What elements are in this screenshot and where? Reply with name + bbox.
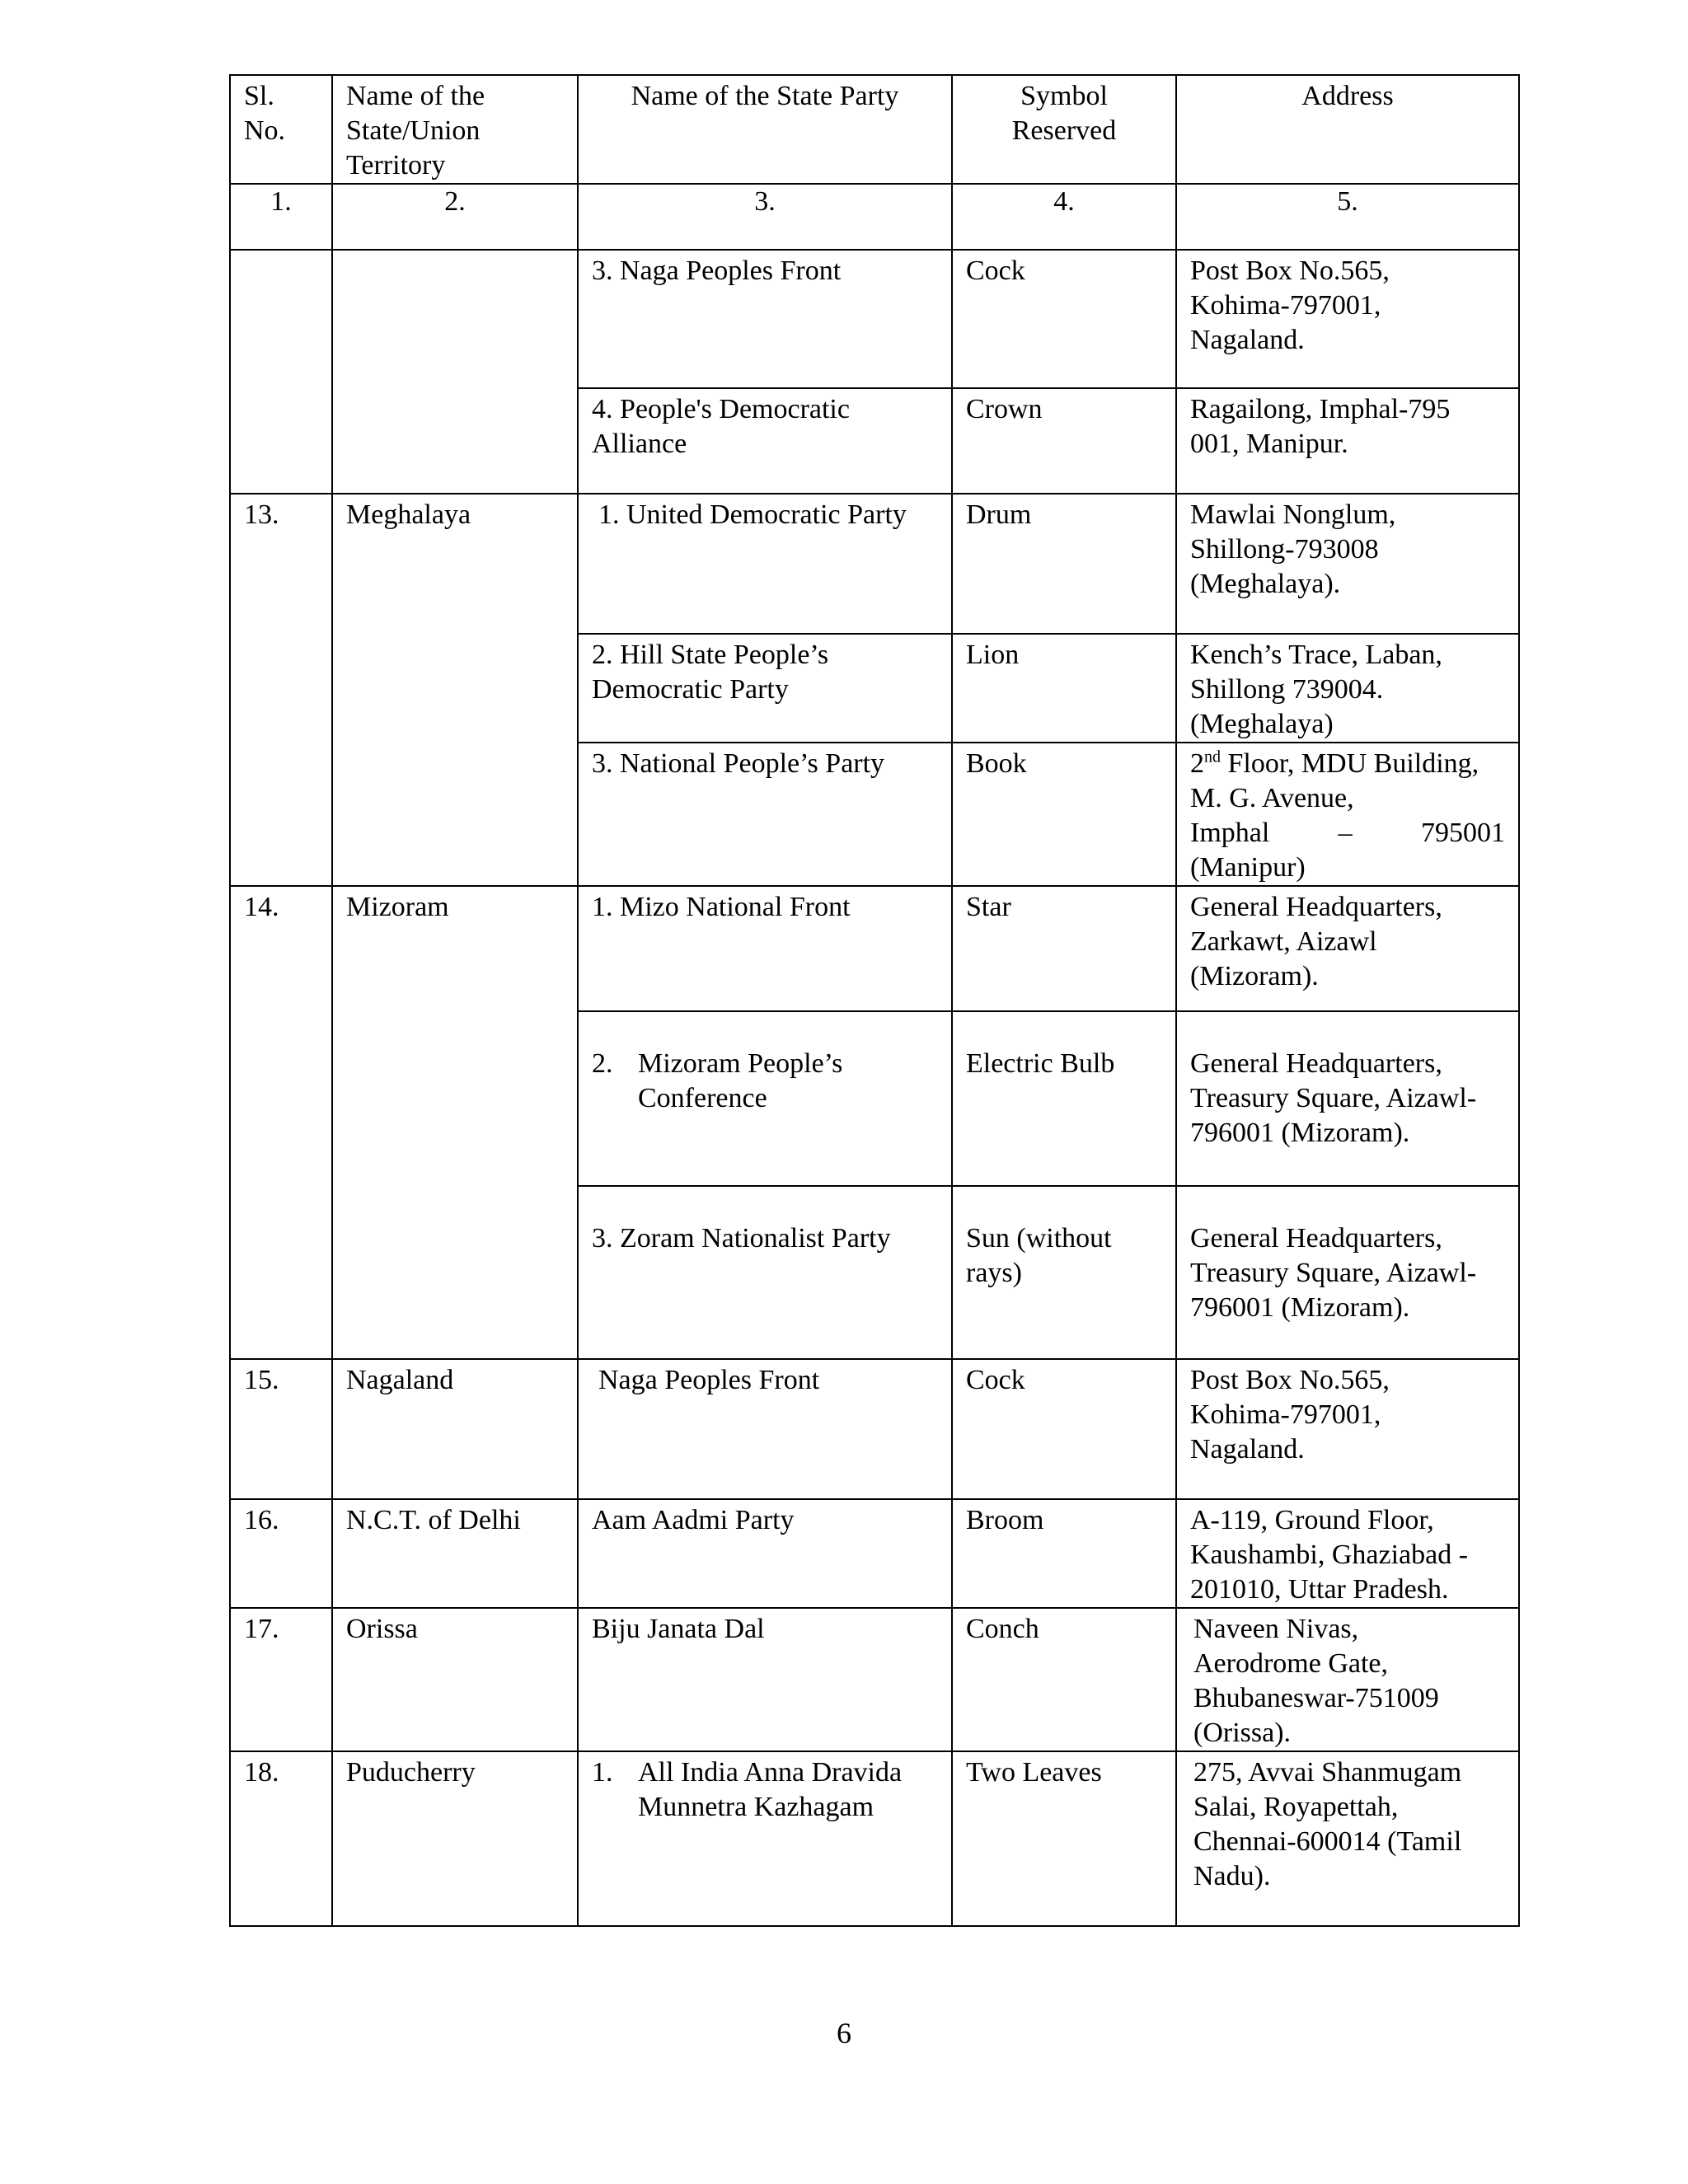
state-cell: [332, 250, 578, 494]
state-cell: Orissa: [332, 1608, 578, 1751]
col-num-3: 3.: [578, 184, 952, 250]
symbol-cell: Book: [952, 743, 1176, 886]
header-sl-no: Sl. No.: [230, 75, 332, 184]
sl-cell: 14.: [230, 886, 332, 1359]
table-row: [230, 1608, 1519, 1751]
col-num-5: 5.: [1176, 184, 1519, 250]
address-cell: Post Box No.565, Kohima-797001, Nagaland.: [1176, 250, 1519, 388]
address-cell: Kench’s Trace, Laban, Shillong 739004. (Meghalaya): [1176, 634, 1519, 743]
address-cell: General Headquarters, Treasury Square, Aizawl- 796001 (Mizoram).: [1176, 1011, 1519, 1186]
address-cell: Naveen Nivas, Aerodrome Gate, Bhubaneswar-751009 (Orissa).: [1176, 1608, 1519, 1751]
header-state: Name of the State/Union Territory: [332, 75, 578, 184]
party-cell: 4. People's Democratic Alliance: [578, 388, 952, 494]
col-num-2: 2.: [332, 184, 578, 250]
symbol-cell: Broom: [952, 1499, 1176, 1608]
header-party: Name of the State Party: [578, 75, 952, 184]
address-cell: A-119, Ground Floor, Kaushambi, Ghaziabad - 201010, Uttar Pradesh.: [1176, 1499, 1519, 1608]
column-number-row: [230, 184, 1519, 250]
symbol-cell: Crown: [952, 388, 1176, 494]
table-row: [230, 494, 1519, 634]
state-parties-table: [229, 74, 1520, 1927]
sl-cell: 18.: [230, 1751, 332, 1926]
header-address: Address: [1176, 75, 1519, 184]
party-cell: 1. United Democratic Party: [578, 494, 952, 634]
table-row: [230, 1751, 1519, 1926]
address-cell: Mawlai Nonglum, Shillong-793008 (Meghalaya).: [1176, 494, 1519, 634]
party-cell: 2. Mizoram People’s Conference: [578, 1011, 952, 1186]
sl-cell: 16.: [230, 1499, 332, 1608]
address-cell: Post Box No.565, Kohima-797001, Nagaland.: [1176, 1359, 1519, 1499]
symbol-cell: Cock: [952, 250, 1176, 388]
sl-cell: 13.: [230, 494, 332, 886]
state-cell: Mizoram: [332, 886, 578, 1359]
party-cell: Aam Aadmi Party: [578, 1499, 952, 1608]
table-row: [230, 886, 1519, 1011]
symbol-cell: Lion: [952, 634, 1176, 743]
symbol-cell: Drum: [952, 494, 1176, 634]
address-cell: 275, Avvai Shanmugam Salai, Royapettah, Chennai-600014 (Tamil Nadu).: [1176, 1751, 1519, 1926]
symbol-cell: Sun (without rays): [952, 1186, 1176, 1359]
page-number: 6: [837, 2017, 851, 2050]
table-row: [230, 1499, 1519, 1608]
symbol-cell: Two Leaves: [952, 1751, 1176, 1926]
party-cell: 3. Zoram Nationalist Party: [578, 1186, 952, 1359]
party-cell: 2. Hill State People’s Democratic Party: [578, 634, 952, 743]
address-cell: 2nd Floor, MDU Building, M. G. Avenue, Imphal – 795001 (Manipur): [1176, 743, 1519, 886]
col-num-1: 1.: [230, 184, 332, 250]
address-cell: General Headquarters, Zarkawt, Aizawl (Mizoram).: [1176, 886, 1519, 1011]
state-cell: Nagaland: [332, 1359, 578, 1499]
header-symbol: Symbol Reserved: [952, 75, 1176, 184]
party-cell: Naga Peoples Front: [578, 1359, 952, 1499]
col-num-4: 4.: [952, 184, 1176, 250]
sl-cell: 17.: [230, 1608, 332, 1751]
party-cell: 3. National People’s Party: [578, 743, 952, 886]
table-row: [230, 1359, 1519, 1499]
state-cell: Meghalaya: [332, 494, 578, 886]
state-cell: N.C.T. of Delhi: [332, 1499, 578, 1608]
table-row: [230, 250, 1519, 388]
sl-cell: [230, 250, 332, 494]
address-cell: Ragailong, Imphal-795 001, Manipur.: [1176, 388, 1519, 494]
party-cell: Biju Janata Dal: [578, 1608, 952, 1751]
symbol-cell: Star: [952, 886, 1176, 1011]
header-row: [230, 75, 1519, 184]
state-cell: Puducherry: [332, 1751, 578, 1926]
symbol-cell: Conch: [952, 1608, 1176, 1751]
address-cell: General Headquarters, Treasury Square, Aizawl- 796001 (Mizoram).: [1176, 1186, 1519, 1359]
sl-cell: 15.: [230, 1359, 332, 1499]
party-cell: 3. Naga Peoples Front: [578, 250, 952, 388]
party-cell: 1. Mizo National Front: [578, 886, 952, 1011]
symbol-cell: Electric Bulb: [952, 1011, 1176, 1186]
symbol-cell: Cock: [952, 1359, 1176, 1499]
party-cell: 1. All India Anna Dravida Munnetra Kazhagam: [578, 1751, 952, 1926]
